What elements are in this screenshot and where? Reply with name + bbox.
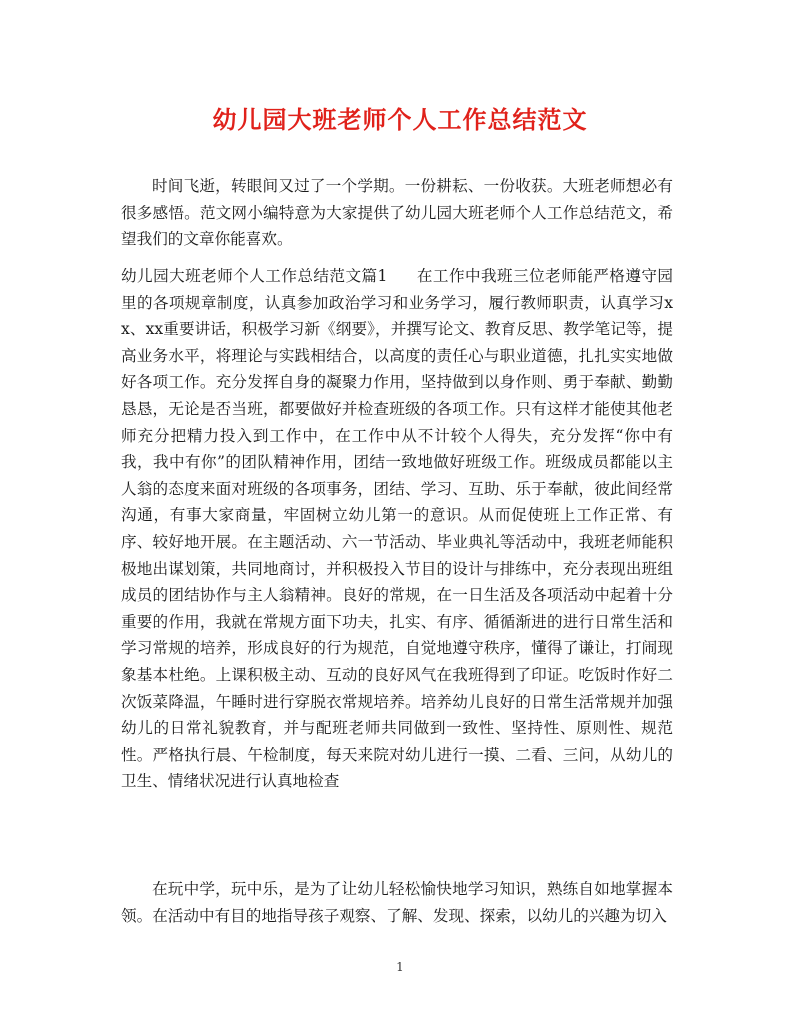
section-heading: 幼儿园大班老师个人工作总结范文篇1 <box>121 267 388 285</box>
closing-paragraph: 在玩中学，玩中乐，是为了让幼儿轻松愉快地学习知识，熟练自如地掌握本领。在活动中有目的地指导孩子观察、了解、发现、探索，以幼儿的兴趣为切入 <box>121 880 673 925</box>
page-number: 1 <box>396 960 404 974</box>
document-title: 幼儿园大班老师个人工作总结范文 <box>212 105 588 134</box>
main-paragraph-text: 在工作中我班三位老师能严格遵守园里的各项规章制度，认真参加政治学习和业务学习，履行教师职责，认真学习xx、xx重要讲话，积极学习新《纲要》，并撰写论文、教育反思、教学笔记等，提高业务水平，将理论与实践相结合，以高度的责任心与职业道德，扎扎实实地做好各项工作。充分发挥自身的凝聚力作用，坚持做到以身作则、勇于奉献、勤勤恳恳，无论是否当班，都要做好并检查班级的各项工作。只有这样才能使其他老师充分把精力投入到工作中，在工作中从不计较个人得失，充分发挥“你中有我，我中有你”的团队精神作用，团结一致地做好班级工作。班级成员都能以主人翁的态度来面对班级的各项事务，团结、学习、互助、乐于奉献，彼此间经常沟通，有事大家商量，牢固树立幼儿第一的意识。从而促使班上工作正常、有序、较好地开展。在主题活动、六一节活动、毕业典礼等活动中，我班老师能积极地出谋划策，共同地商讨，并积极投入节目的设计与排练中，充分表现出班组成员的团结协作与主人翁精神。良好的常规，在一日生活及各项活动中起着十分重要的作用，我就在常规方面下功夫，扎实、有序、循循渐进的进行日常生活和学习常规的培养，形成良好的行为规范，自觉地遵守秩序，懂得了谦让，打闹现象基本杜绝。上课积极主动、互动的良好风气在我班得到了印证。吃饭时作好二次饭菜降温，午睡时进行穿脱衣常规培养。培养幼儿良好的日常生活常规并加强幼儿的日常礼貌教育，并与配班老师共同做到一致性、坚持性、原则性、规范性。严格执行晨、午检制度，每天来院对幼儿进行一摸、二看、三问，从幼儿的卫生、情绪状况进行认真地检查 <box>121 267 673 791</box>
intro-paragraph: 时间飞逝，转眼间又过了一个学期。一份耕耘、一份收获。大班老师想必有很多感悟。范文网小编特意为大家提供了幼儿园大班老师个人工作总结范文，希望我们的文章你能喜欢。 <box>121 177 673 249</box>
main-paragraph <box>121 263 673 795</box>
